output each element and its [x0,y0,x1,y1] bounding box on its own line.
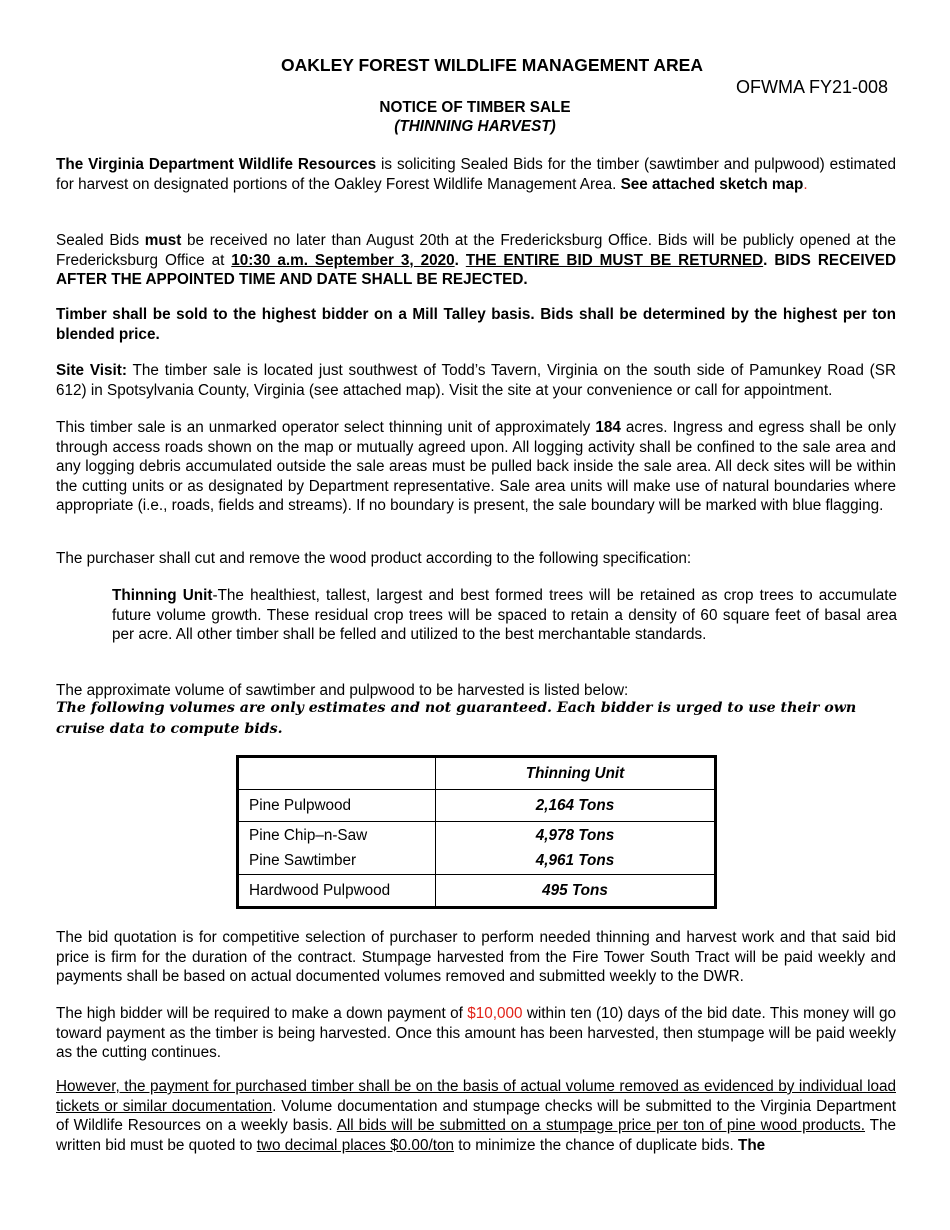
notice-title: NOTICE OF TIMBER SALE [379,99,571,116]
stumpage-price-underlined: All bids will be submitted on a stumpage price per ton of pine wood products. [336,1117,866,1134]
notice-subtitle: (THINNING HARVEST) [394,118,556,135]
thinning-unit-label: Thinning Unit [112,587,213,604]
product-cell [238,822,436,875]
document-code: OFWMA FY21-008 [736,77,889,97]
page-title: OAKLEY FOREST WILDLIFE MANAGEMENT AREA [281,55,703,75]
payment-basis-text-a: . Volume documentation and stumpage checks will be submitted to the Virginia Department of Wildlife Resources on a weekly basis. [56,1097,896,1134]
entire-bid-notice: THE ENTIRE BID MUST BE RETURNED [465,251,764,269]
volume-cell: 495 Tons [436,875,716,908]
notice-heading [0,98,950,136]
intro-paragraph [56,155,896,194]
table-header-row [238,757,716,790]
table-row [238,790,716,822]
thinning-spec-paragraph [112,586,897,645]
intro-end: . [803,175,808,193]
site-visit-text: The timber sale is located just southwest of Todd’s Tavern, Virginia on the south side of Pamunkey Road (SR 612) in Spotsylvania County, Virginia (see attached map). Visit the site at your convenience or call for appointment. [56,362,896,399]
decimal-places-underlined: two decimal places $0.00/ton [256,1136,454,1154]
map-note: See attached sketch map [620,175,804,193]
down-payment-text-a: The high bidder will be required to make a down payment of [56,1005,468,1022]
org-name: The Virginia Department Wildlife Resources [56,156,377,173]
site-visit-label: Site Visit: [56,362,127,379]
late-bid-notice: . BIDS RECEIVED AFTER THE APPOINTED TIME AND DATE SHALL BE REJECTED. [56,251,897,288]
bid-quotation-paragraph: The bid quotation is for competitive selection of purchaser to perform needed thinning and harvest work and that said bid price is firm for the duration of the contract. Stumpage harvested from the Fire Tower South Tract will be paid weekly and payments shall be based on actual documented volumes removed and submitted weekly to the DWR. [56,929,896,985]
product-chip-n-saw: Pine Chip–n-Saw [249,827,368,844]
opening-time: 10:30 a.m. September 3, 2020 [231,251,455,269]
specification-intro: The purchaser shall cut and remove the wood product according to the following specification: [56,550,692,567]
down-payment-paragraph [56,1004,896,1063]
acreage: 184 [595,419,621,436]
sale-text-b: acres. Ingress and egress shall be only through access roads shown on the map or mutually agreed upon. All logging activity shall be confined to the sale area and any logging debris accumulated outside the sale areas must be pulled back inside the sale area. All deck sites will be within the cutting units or as designated by Department representative. Sale area units will make use of natural boundaries where appropriate (i.e., roads, fields and streams). If no boundary is present, the sale boundary will be marked with blue flagging. [56,419,896,514]
product-cell: Hardwood Pulpwood [238,875,436,908]
volume-cell: 2,164 Tons [436,790,716,822]
intro-text: is soliciting Sealed Bids for the timber (sawtimber and pulpwood) estimated for harvest on designated portions of the Oakley Forest Wildlife Management Area. [56,156,896,193]
volume-intro: The approximate volume of sawtimber and pulpwood to be harvested is listed below: [56,682,629,699]
payment-basis-text-c: to minimize the chance of duplicate bids. [453,1136,738,1154]
payment-basis-paragraph [56,1077,896,1155]
product-cell: Pine Pulpwood [238,790,436,822]
sale-text-a: This timber sale is an unmarked operator select thinning unit of approximately [56,419,596,436]
deadline-text-a: Sealed Bids [56,232,145,249]
table-header-thinning-unit: Thinning Unit [436,757,716,790]
volume-table-wrapper [236,755,717,909]
sale-description-paragraph [56,418,896,516]
payment-basis-text-b: The written bid must be quoted to [56,1117,896,1154]
volume-disclaimer: The following volumes are only estimates and not guaranteed. Each bidder is urged to use their own cruise data to compute bids. [56,700,857,737]
continued-text: The [737,1136,766,1154]
site-visit-paragraph [56,361,896,400]
down-payment-amount: $10,000 [467,1005,523,1022]
must-emphasis: must [144,232,182,249]
volume-cell [436,822,716,875]
volume-table [236,755,717,909]
table-header-empty [238,757,436,790]
volume-chip-n-saw: 4,978 Tons [535,827,615,844]
bid-deadline-paragraph [56,231,896,290]
table-row [238,822,716,875]
payment-basis-underlined: However, the payment for purchased timber shall be on the basis of actual volume removed as evidenced by individual load tickets or similar documentation [56,1078,896,1115]
deadline-text-c: . [454,251,466,269]
down-payment-text-b: within ten (10) days of the bid date. This money will go toward payment as the timber is being harvested. Once this amount has been harvested, then stumpage will be paid weekly as the cutting continues. [56,1005,896,1061]
product-sawtimber: Pine Sawtimber [249,852,357,869]
award-basis-paragraph: Timber shall be sold to the highest bidder on a Mill Talley basis. Bids shall be determined by the highest per ton blended price. [56,306,896,343]
table-row [238,875,716,908]
volume-sawtimber: 4,961 Tons [535,852,615,869]
deadline-text-b: be received no later than August 20th at the Fredericksburg Office. Bids will be publicly opened at the Fredericksburg Office at [56,232,896,269]
thinning-unit-text: -The healthiest, tallest, largest and best formed trees will be retained as crop trees to accumulate future volume growth. These residual crop trees will be spaced to retain a density of 60 square feet of basal area per acre. All other timber shall be felled and utilized to the best merchantable standards. [112,587,897,643]
